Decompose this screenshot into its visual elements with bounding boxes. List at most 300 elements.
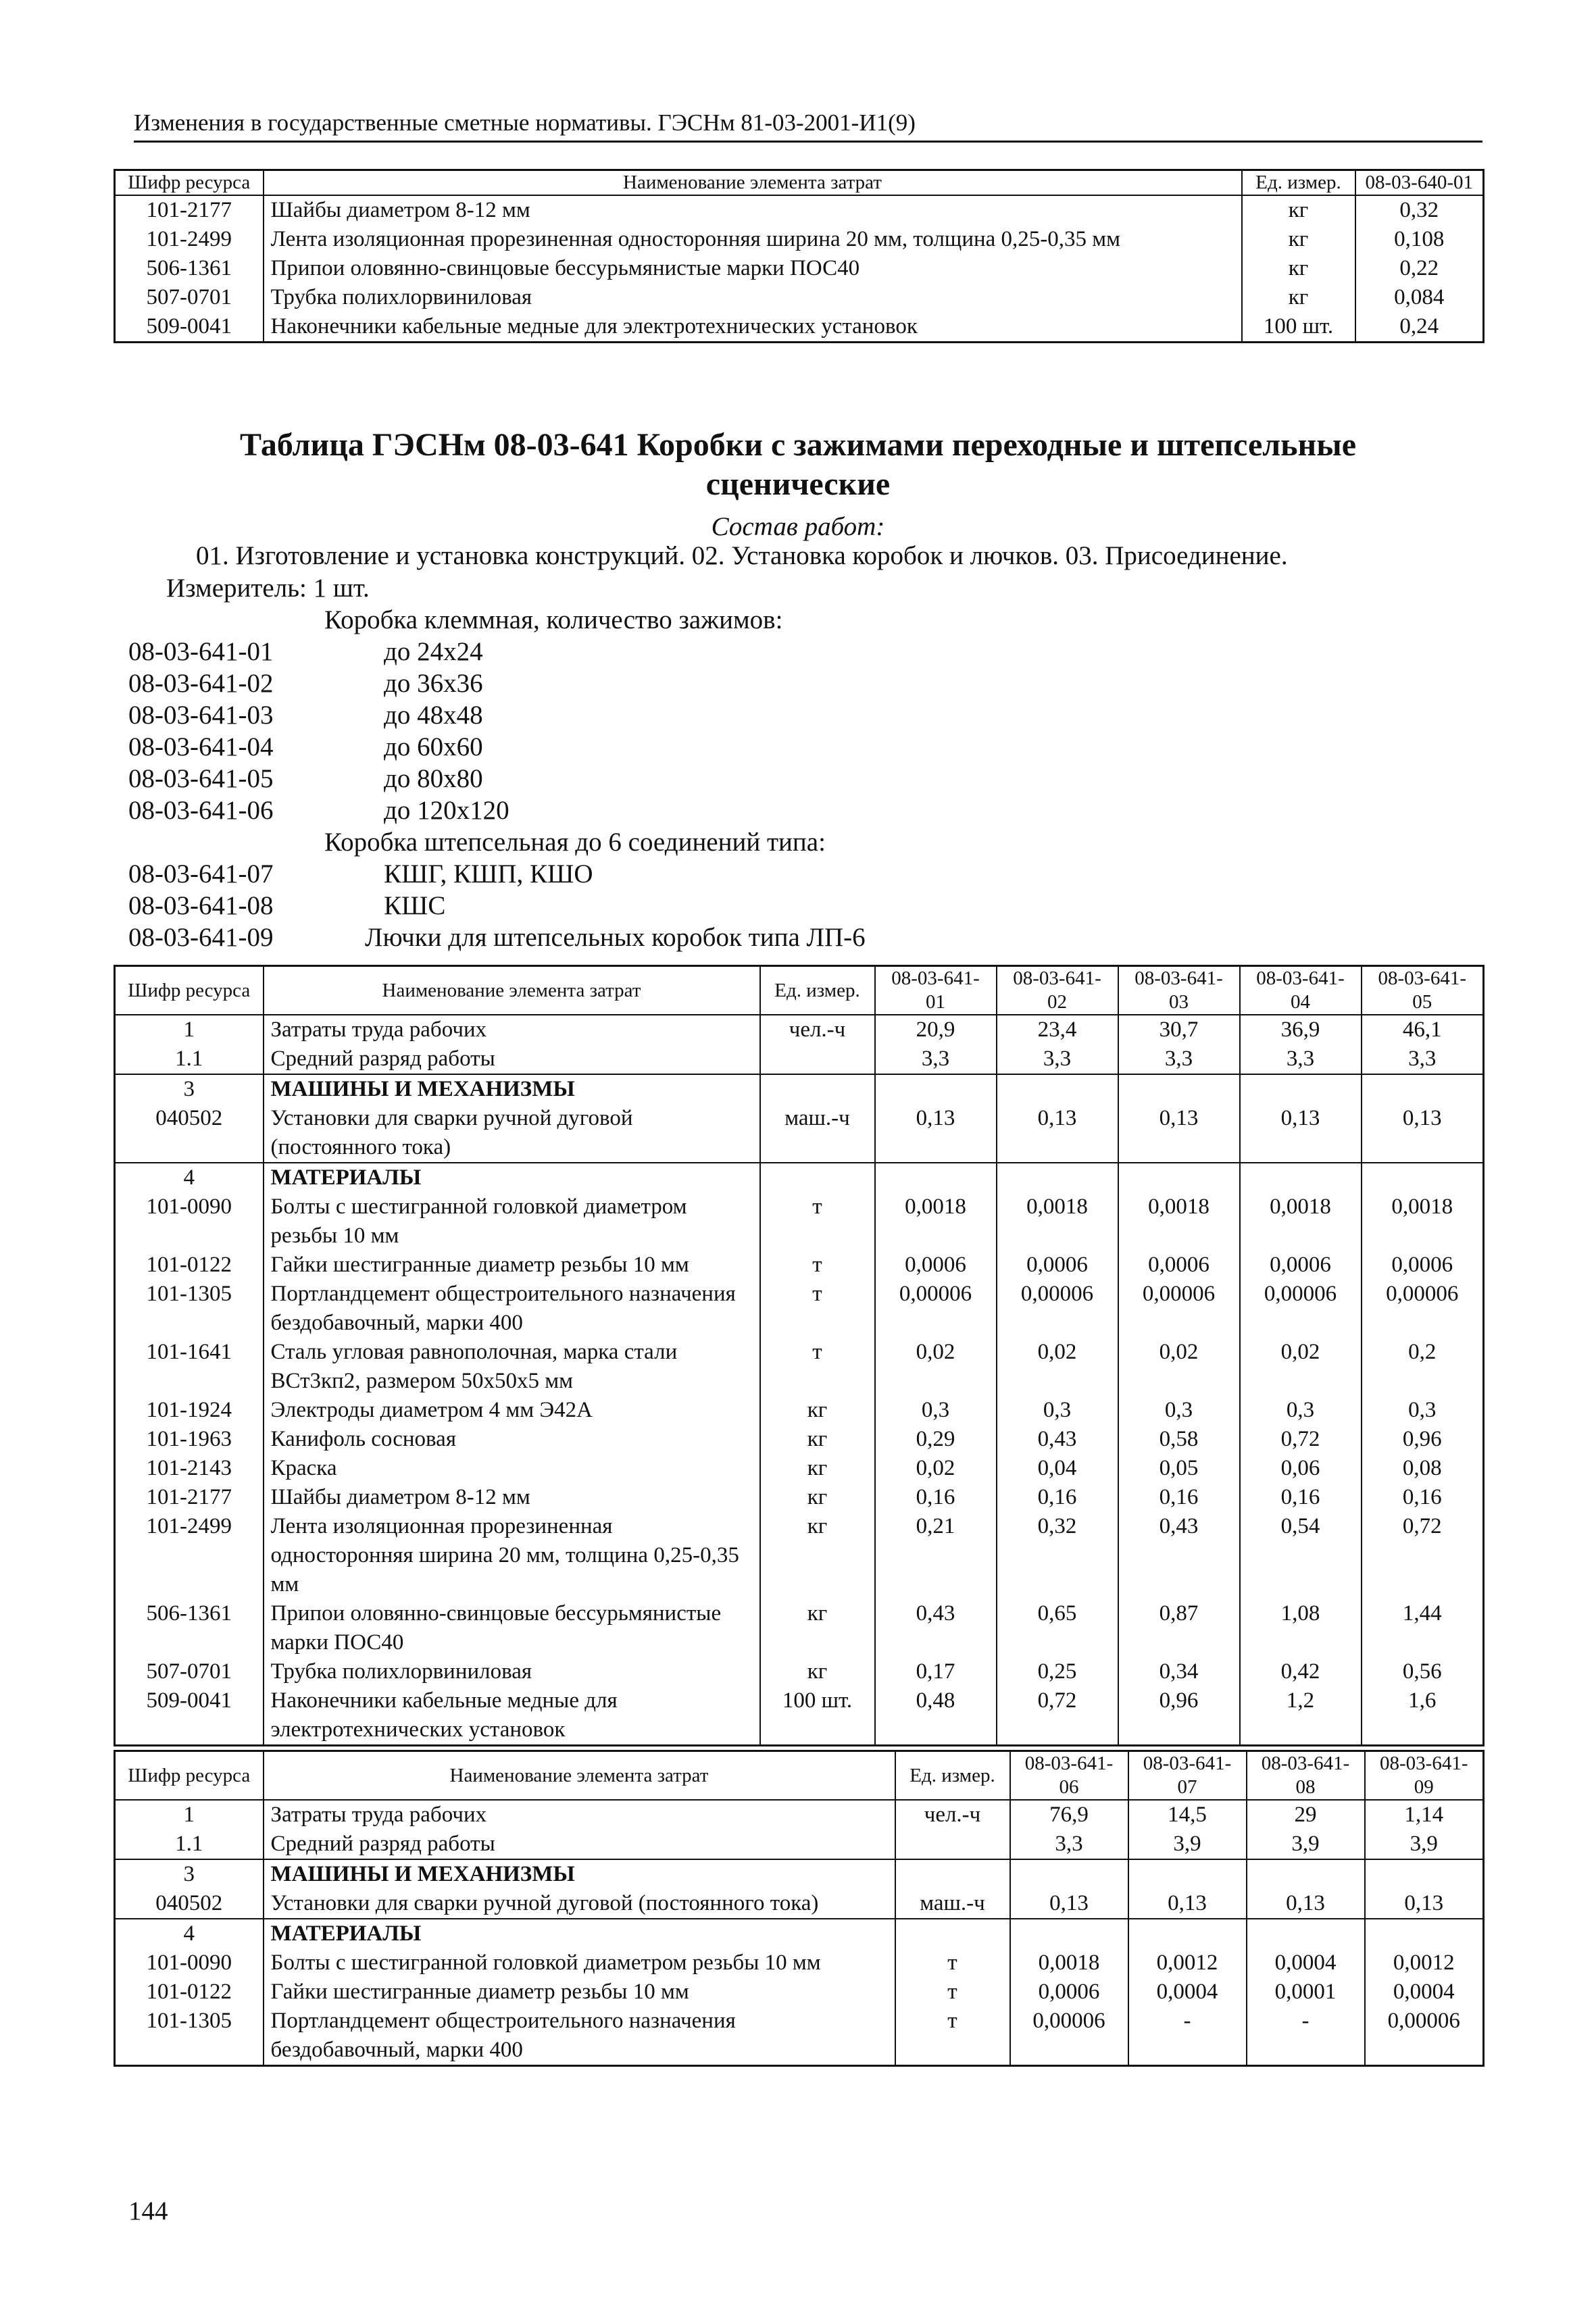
cell-unit: кг: [760, 1454, 875, 1483]
cell-name: Шайбы диаметром 8-12 мм: [264, 1483, 760, 1512]
cell-value: 0,0006: [997, 1251, 1118, 1280]
item-code: 08-03-641-05: [128, 764, 274, 793]
cell-value: 0,16: [1362, 1483, 1484, 1512]
item-desc: до 36х36: [384, 669, 483, 698]
cell-unit: т: [760, 1192, 875, 1251]
cell-code: 101-2499: [115, 225, 264, 254]
header-col: 08-03-641-02: [997, 966, 1118, 1015]
cell-value: 0,13: [997, 1104, 1118, 1163]
cell-value: 0,108: [1355, 225, 1484, 254]
item-code: 08-03-641-02: [128, 669, 274, 698]
cell-value: -: [1128, 2007, 1247, 2066]
cell-name: Затраты труда рабочих: [264, 1800, 895, 1830]
cell-value: 0,96: [1362, 1425, 1484, 1454]
item-code: 08-03-641-06: [128, 796, 274, 825]
resource-table-a: [114, 965, 1485, 1746]
cell-value: 0,0004: [1365, 1978, 1484, 2007]
group1-heading: Коробка клеммная, количество зажимов:: [324, 605, 783, 634]
cell-name: Портландцемент общестроительного назначения бездобавочный, марки 400: [264, 1280, 760, 1338]
cell-name: Гайки шестигранные диаметр резьбы 10 мм: [264, 1978, 895, 2007]
cell-value: 0,13: [1362, 1104, 1484, 1163]
item-code: 08-03-641-08: [128, 891, 274, 920]
cell-value: [1365, 1859, 1484, 1889]
cell-value: 0,43: [1118, 1512, 1240, 1599]
table-row: [115, 1978, 1484, 2007]
cell-code: 506-1361: [115, 254, 264, 283]
cell-value: [1128, 1919, 1247, 1948]
table-row: [115, 1280, 1484, 1338]
cell-value: 0,21: [875, 1512, 997, 1599]
cell-unit: кг: [760, 1483, 875, 1512]
cell-value: 0,25: [997, 1657, 1118, 1686]
cell-code: 1: [115, 1015, 264, 1045]
table-row: [115, 1889, 1484, 1919]
cell-value: 0,72: [1362, 1512, 1484, 1599]
cell-value: 0,06: [1240, 1454, 1362, 1483]
cell-value: 0,0018: [1118, 1192, 1240, 1251]
cell-value: 0,17: [875, 1657, 997, 1686]
cell-value: [875, 1163, 997, 1192]
table-row: [115, 1599, 1484, 1657]
work-composition-text: 01. Изготовление и установка конструкций. 02. Установка коробок и лючков. 03. Присоединение.: [196, 541, 1288, 570]
cell-value: 3,9: [1247, 1830, 1365, 1859]
cell-value: [997, 1163, 1118, 1192]
cell-value: 0,0006: [1118, 1251, 1240, 1280]
header-col: 08-03-641-05: [1362, 966, 1484, 1015]
cell-name: Припои оловянно-свинцовые бессурьмянистые марки ПОС40: [264, 1599, 760, 1657]
cell-code: 101-0090: [115, 1192, 264, 1251]
cell-unit: 100 шт.: [1242, 312, 1355, 343]
cell-code: 101-1305: [115, 1280, 264, 1338]
cell-value: [1128, 1859, 1247, 1889]
cell-value: 0,3: [1362, 1396, 1484, 1425]
cell-unit: маш.-ч: [895, 1889, 1010, 1919]
cell-code: 4: [115, 1919, 264, 1948]
cell-value: 0,02: [997, 1338, 1118, 1396]
cell-value: 0,24: [1355, 312, 1484, 343]
table-header-row: [115, 170, 1484, 196]
table-row: [115, 1045, 1484, 1074]
cell-value: 0,3: [875, 1396, 997, 1425]
cell-unit: 100 шт.: [760, 1686, 875, 1746]
cell-value: 0,00006: [1118, 1280, 1240, 1338]
resource-table-b: [114, 1750, 1485, 2067]
cell-value: 0,32: [997, 1512, 1118, 1599]
cell-value: 0,0006: [1362, 1251, 1484, 1280]
table-row: [115, 1919, 1484, 1948]
cell-value: 0,084: [1355, 283, 1484, 312]
cell-value: 0,02: [1240, 1338, 1362, 1396]
table-row: [115, 1425, 1484, 1454]
cell-name: Болты с шестигранной головкой диаметром резьбы 10 мм: [264, 1948, 895, 1978]
cell-unit: кг: [1242, 225, 1355, 254]
item-desc: до 24х24: [384, 637, 483, 666]
cell-value: 0,05: [1118, 1454, 1240, 1483]
cell-value: [1247, 1859, 1365, 1889]
cell-value: 0,00006: [997, 1280, 1118, 1338]
item-code: 08-03-641-03: [128, 701, 274, 730]
cell-value: 3,3: [1362, 1045, 1484, 1074]
cell-value: 0,13: [1240, 1104, 1362, 1163]
cell-name: Наконечники кабельные медные для электротехнических установок: [264, 312, 1242, 343]
section-heading: МАШИНЫ И МЕХАНИЗМЫ: [264, 1859, 895, 1889]
cell-code: 1.1: [115, 1045, 264, 1074]
cell-value: 0,04: [997, 1454, 1118, 1483]
cell-value: 0,0004: [1247, 1948, 1365, 1978]
cell-value: 0,56: [1362, 1657, 1484, 1686]
cell-code: 040502: [115, 1889, 264, 1919]
table-row: [115, 1192, 1484, 1251]
table-header-row: [115, 966, 1484, 1015]
cell-code: 101-0122: [115, 1251, 264, 1280]
cell-value: 0,16: [1240, 1483, 1362, 1512]
cell-value: 0,00006: [875, 1280, 997, 1338]
item-code: 08-03-641-01: [128, 637, 274, 666]
header-code: Шифр ресурса: [115, 170, 264, 196]
table-row: [115, 1454, 1484, 1483]
table-row: [115, 1251, 1484, 1280]
cell-unit: кг: [760, 1599, 875, 1657]
cell-unit: т: [895, 1948, 1010, 1978]
cell-value: 0,43: [997, 1425, 1118, 1454]
cell-value: 0,72: [1240, 1425, 1362, 1454]
cell-value: [1118, 1074, 1240, 1104]
cell-value: 0,48: [875, 1686, 997, 1746]
cell-code: 101-1305: [115, 2007, 264, 2066]
cell-value: [997, 1074, 1118, 1104]
table-title: [0, 426, 1596, 504]
section-heading: МАШИНЫ И МЕХАНИЗМЫ: [264, 1074, 760, 1104]
measure-unit: Измеритель: 1 шт.: [166, 574, 370, 603]
cell-value: [875, 1074, 997, 1104]
header-col: 08-03-641-06: [1010, 1751, 1128, 1801]
cell-value: 0,02: [875, 1338, 997, 1396]
cell-value: 3,9: [1365, 1830, 1484, 1859]
cell-value: 0,13: [1010, 1889, 1128, 1919]
cell-value: 0,0006: [1010, 1978, 1128, 2007]
cell-value: 30,7: [1118, 1015, 1240, 1045]
cell-value: 0,0012: [1128, 1948, 1247, 1978]
item-code: 08-03-641-07: [128, 859, 274, 888]
code-list-item: [128, 732, 483, 762]
code-list-item: [128, 763, 483, 794]
cell-name: Трубка полихлорвиниловая: [264, 283, 1242, 312]
cell-value: 0,13: [875, 1104, 997, 1163]
cell-name: Средний разряд работы: [264, 1830, 895, 1859]
cell-code: 101-1963: [115, 1425, 264, 1454]
cell-unit: т: [760, 1280, 875, 1338]
table-row: [115, 1830, 1484, 1859]
header-col: 08-03-641-09: [1365, 1751, 1484, 1801]
cell-name: Сталь угловая равнополочная, марка стали ВСт3кп2, размером 50х50х5 мм: [264, 1338, 760, 1396]
item-desc: Лючки для штепсельных коробок типа ЛП-6: [365, 923, 866, 952]
cell-value: 0,34: [1118, 1657, 1240, 1686]
cell-code: 3: [115, 1859, 264, 1889]
cell-name: Портландцемент общестроительного назначения бездобавочный, марки 400: [264, 2007, 895, 2066]
cell-value: 0,0004: [1128, 1978, 1247, 2007]
cell-value: 0,2: [1362, 1338, 1484, 1396]
header-name: Наименование элемента затрат: [264, 1751, 895, 1801]
cell-value: 0,3: [1240, 1396, 1362, 1425]
cell-value: [1240, 1074, 1362, 1104]
table-title-line2: сценические: [705, 466, 891, 502]
cell-name: Шайбы диаметром 8-12 мм: [264, 195, 1242, 225]
table-row: [115, 195, 1484, 225]
cell-value: 29: [1247, 1800, 1365, 1830]
cell-value: 76,9: [1010, 1800, 1128, 1830]
cell-value: 0,96: [1118, 1686, 1240, 1746]
cell-unit: кг: [1242, 195, 1355, 225]
cell-unit: кг: [1242, 254, 1355, 283]
cell-value: 46,1: [1362, 1015, 1484, 1045]
table-row: [115, 1686, 1484, 1746]
cell-value: 0,13: [1118, 1104, 1240, 1163]
cell-unit: т: [760, 1338, 875, 1396]
cell-value: 3,3: [1240, 1045, 1362, 1074]
section-heading: МАТЕРИАЛЫ: [264, 1163, 760, 1192]
cell-name: Болты с шестигранной головкой диаметром резьбы 10 мм: [264, 1192, 760, 1251]
cell-name: Лента изоляционная прорезиненная односторонняя ширина 20 мм, толщина 0,25-0,35 мм: [264, 225, 1242, 254]
cell-value: 3,3: [875, 1045, 997, 1074]
cell-unit: маш.-ч: [760, 1104, 875, 1163]
table-row: [115, 1104, 1484, 1163]
cell-code: 101-0090: [115, 1948, 264, 1978]
header-name: Наименование элемента затрат: [264, 966, 760, 1015]
cell-name: Трубка полихлорвиниловая: [264, 1657, 760, 1686]
cell-value: 0,13: [1128, 1889, 1247, 1919]
cell-value: -: [1247, 2007, 1365, 2066]
header-name: Наименование элемента затрат: [264, 170, 1242, 196]
cell-value: 0,22: [1355, 254, 1484, 283]
cell-code: 101-2177: [115, 195, 264, 225]
page-number: 144: [128, 2196, 168, 2225]
table-header-row: [115, 1751, 1484, 1801]
cell-value: 3,9: [1128, 1830, 1247, 1859]
code-list-item: [128, 795, 509, 826]
table-row: [115, 1800, 1484, 1830]
table-row: [115, 1859, 1484, 1889]
cell-unit: [760, 1074, 875, 1104]
table-row: [115, 1512, 1484, 1599]
cell-code: 1.1: [115, 1830, 264, 1859]
header-col: 08-03-641-07: [1128, 1751, 1247, 1801]
cell-value: 0,16: [1118, 1483, 1240, 1512]
cell-value: 0,00006: [1240, 1280, 1362, 1338]
cell-name: Припои оловянно-свинцовые бессурьмянистые марки ПОС40: [264, 254, 1242, 283]
cell-value: 0,0001: [1247, 1978, 1365, 2007]
cell-value: 0,58: [1118, 1425, 1240, 1454]
cell-value: 0,0018: [1362, 1192, 1484, 1251]
header-unit: Ед. измер.: [895, 1751, 1010, 1801]
item-code: 08-03-641-09: [128, 923, 274, 952]
cell-value: 3,3: [1010, 1830, 1128, 1859]
cell-value: 0,0018: [1010, 1948, 1128, 1978]
cell-value: 0,42: [1240, 1657, 1362, 1686]
cell-unit: кг: [760, 1512, 875, 1599]
cell-unit: [760, 1045, 875, 1074]
cell-code: 101-2499: [115, 1512, 264, 1599]
cell-value: 0,0018: [875, 1192, 997, 1251]
cell-value: 0,13: [1365, 1889, 1484, 1919]
cell-code: 101-0122: [115, 1978, 264, 2007]
cell-unit: [895, 1830, 1010, 1859]
cell-value: [1010, 1919, 1128, 1948]
cell-value: 1,14: [1365, 1800, 1484, 1830]
code-list-item: [128, 668, 483, 699]
cell-code: 509-0041: [115, 1686, 264, 1746]
cell-value: 3,3: [1118, 1045, 1240, 1074]
header-col: 08-03-641-04: [1240, 966, 1362, 1015]
cell-name: Канифоль сосновая: [264, 1425, 760, 1454]
cell-value: 1,08: [1240, 1599, 1362, 1657]
cell-value: 23,4: [997, 1015, 1118, 1045]
cell-value: 0,00006: [1365, 2007, 1484, 2066]
cell-value: [1362, 1163, 1484, 1192]
cell-value: 0,3: [1118, 1396, 1240, 1425]
cell-value: 0,43: [875, 1599, 997, 1657]
cell-value: [1010, 1859, 1128, 1889]
running-header: Изменения в государственные сметные нормативы. ГЭСНм 81-03-2001-И1(9): [134, 109, 1482, 143]
table-row: [115, 2007, 1484, 2066]
cell-value: 0,0006: [875, 1251, 997, 1280]
cell-value: 0,87: [1118, 1599, 1240, 1657]
cell-value: 0,32: [1355, 195, 1484, 225]
cell-code: 509-0041: [115, 312, 264, 343]
cell-value: 3,3: [997, 1045, 1118, 1074]
cell-unit: [895, 1859, 1010, 1889]
cell-value: [1365, 1919, 1484, 1948]
cell-name: Краска: [264, 1454, 760, 1483]
cell-value: 0,0018: [1240, 1192, 1362, 1251]
cell-unit: [760, 1163, 875, 1192]
table-row: [115, 1074, 1484, 1104]
cell-unit: чел.-ч: [760, 1015, 875, 1045]
table-row: [115, 1948, 1484, 1978]
cell-unit: т: [895, 1978, 1010, 2007]
cell-name: Наконечники кабельные медные для электротехнических установок: [264, 1686, 760, 1746]
cell-value: 36,9: [1240, 1015, 1362, 1045]
table-row: [115, 1483, 1484, 1512]
code-list-item: [128, 636, 483, 667]
cell-code: 040502: [115, 1104, 264, 1163]
header-col: 08-03-641-08: [1247, 1751, 1365, 1801]
code-list-item: [128, 859, 593, 889]
cell-value: 0,54: [1240, 1512, 1362, 1599]
table-row: [115, 1657, 1484, 1686]
cell-value: 1,2: [1240, 1686, 1362, 1746]
cell-value: 0,29: [875, 1425, 997, 1454]
header-unit: Ед. измер.: [760, 966, 875, 1015]
table-row: [115, 1396, 1484, 1425]
table-row: [115, 225, 1484, 254]
cell-value: 0,0006: [1240, 1251, 1362, 1280]
cell-value: 0,00006: [1010, 2007, 1128, 2066]
code-list-item: [128, 922, 866, 953]
cell-code: 101-2177: [115, 1483, 264, 1512]
cell-name: Средний разряд работы: [264, 1045, 760, 1074]
cell-value: 0,0018: [997, 1192, 1118, 1251]
cell-unit: т: [760, 1251, 875, 1280]
code-list-item: [128, 890, 445, 921]
cell-value: 0,02: [1118, 1338, 1240, 1396]
header-col: 08-03-641-01: [875, 966, 997, 1015]
group2-heading: Коробка штепсельная до 6 соединений типа:: [324, 828, 826, 857]
section-heading: МАТЕРИАЛЫ: [264, 1919, 895, 1948]
table-row: [115, 1338, 1484, 1396]
cell-value: 0,0012: [1365, 1948, 1484, 1978]
cell-value: [1247, 1919, 1365, 1948]
cell-value: [1118, 1163, 1240, 1192]
cell-name: Установки для сварки ручной дуговой (постоянного тока): [264, 1104, 760, 1163]
cell-value: 1,44: [1362, 1599, 1484, 1657]
code-list-item: [128, 700, 483, 730]
cell-value: 14,5: [1128, 1800, 1247, 1830]
cell-name: Гайки шестигранные диаметр резьбы 10 мм: [264, 1251, 760, 1280]
cell-value: 0,13: [1247, 1889, 1365, 1919]
item-desc: до 120х120: [384, 796, 509, 825]
header-col: 08-03-640-01: [1355, 170, 1484, 196]
top-resource-table: [114, 169, 1485, 343]
cell-name: Лента изоляционная прорезиненная односторонняя ширина 20 мм, толщина 0,25-0,35 мм: [264, 1512, 760, 1599]
header-col: 08-03-641-03: [1118, 966, 1240, 1015]
cell-code: 507-0701: [115, 1657, 264, 1686]
cell-code: 101-1924: [115, 1396, 264, 1425]
cell-value: 0,72: [997, 1686, 1118, 1746]
table-row: [115, 1015, 1484, 1045]
table-row: [115, 283, 1484, 312]
cell-unit: [895, 1919, 1010, 1948]
item-desc: КШГ, КШП, КШО: [384, 859, 593, 888]
cell-value: 1,6: [1362, 1686, 1484, 1746]
cell-code: 506-1361: [115, 1599, 264, 1657]
cell-value: 0,00006: [1362, 1280, 1484, 1338]
cell-name: Затраты труда рабочих: [264, 1015, 760, 1045]
cell-code: 1: [115, 1800, 264, 1830]
item-desc: до 60х60: [384, 732, 483, 761]
table-row: [115, 312, 1484, 343]
cell-code: 4: [115, 1163, 264, 1192]
cell-code: 101-1641: [115, 1338, 264, 1396]
cell-unit: т: [895, 2007, 1010, 2066]
cell-code: 3: [115, 1074, 264, 1104]
table-title-line1: Таблица ГЭСНм 08-03-641 Коробки с зажимами переходные и штепсельные: [240, 427, 1356, 463]
cell-value: [1362, 1074, 1484, 1104]
header-code: Шифр ресурса: [115, 1751, 264, 1801]
cell-value: 0,3: [997, 1396, 1118, 1425]
header-unit: Ед. измер.: [1242, 170, 1355, 196]
cell-value: 0,02: [875, 1454, 997, 1483]
cell-unit: кг: [760, 1657, 875, 1686]
cell-code: 507-0701: [115, 283, 264, 312]
cell-value: 0,08: [1362, 1454, 1484, 1483]
work-composition-heading: Состав работ:: [711, 512, 885, 541]
item-desc: до 80х80: [384, 764, 483, 793]
cell-name: Установки для сварки ручной дуговой (постоянного тока): [264, 1889, 895, 1919]
cell-unit: кг: [1242, 283, 1355, 312]
item-code: 08-03-641-04: [128, 732, 274, 761]
cell-value: 20,9: [875, 1015, 997, 1045]
header-code: Шифр ресурса: [115, 966, 264, 1015]
cell-value: [1240, 1163, 1362, 1192]
cell-unit: кг: [760, 1396, 875, 1425]
cell-value: 0,65: [997, 1599, 1118, 1657]
item-desc: КШС: [384, 891, 446, 920]
table-row: [115, 1163, 1484, 1192]
cell-name: Электроды диаметром 4 мм Э42А: [264, 1396, 760, 1425]
cell-value: 0,16: [875, 1483, 997, 1512]
item-desc: до 48х48: [384, 701, 483, 730]
cell-unit: чел.-ч: [895, 1800, 1010, 1830]
